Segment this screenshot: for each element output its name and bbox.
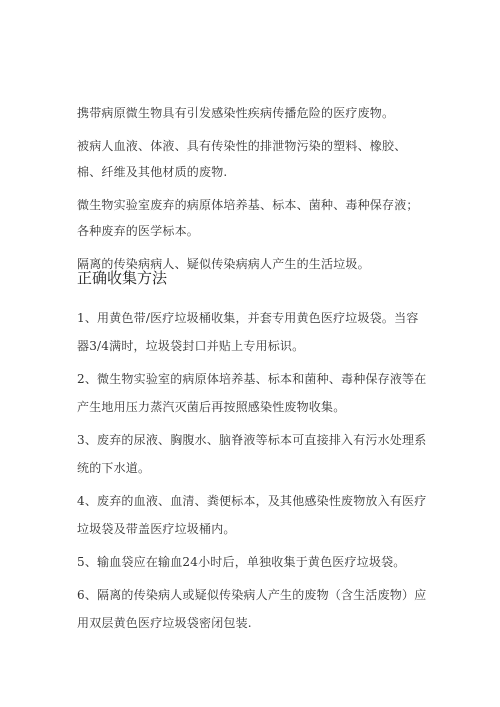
intro-paragraph: 微生物实验室废弃的病原体培养基、标本、菌种、毒种保存液；各种废弃的医学标本。 xyxy=(77,198,419,238)
method-item: 5、输血袋应在输血24小时后，单独收集于黄色医疗垃圾袋。 xyxy=(77,555,406,569)
section-title: 正确收集方法 xyxy=(77,269,168,287)
method-item: 4、废弃的血液、血清、粪便标本，及其他感染性废物放入有医疗垃圾袋及带盖医疗垃圾桶内。 xyxy=(77,494,427,536)
method-item: 6、隔离的传染病人或疑似传染病人产生的废物（含生活废物）应用双层黄色医疗垃圾袋密闭包装. xyxy=(77,588,427,630)
intro-paragraph: 隔离的传染病病人、疑似传染病病人产生的生活垃圾。 xyxy=(77,257,370,271)
method-item: 3、废弃的尿液、胸腹水、脑脊液等标本可直接排入有污水处理系统的下水道。 xyxy=(77,433,427,475)
intro-section xyxy=(77,100,427,284)
method-item: 2、微生物实验室的病原体培养基、标本和菌种、毒种保存液等在产生地用压力蒸汽灭菌后再按照感染性废物收集。 xyxy=(77,372,427,414)
methods-list xyxy=(77,304,429,642)
method-item: 1、用黄色带/医疗垃圾桶收集，并套专用黄色医疗垃圾袋。当容器3/4满时，垃圾袋封口并贴上专用标识。 xyxy=(77,311,419,353)
intro-paragraph: 携带病原微生物具有引发感染性疾病传播危险的医疗废物。 xyxy=(77,106,395,120)
intro-paragraph: 被病人血液、体液、具有传染性的排泄物污染的塑料、橡胶、棉、纤维及其他材质的废物. xyxy=(77,139,407,179)
